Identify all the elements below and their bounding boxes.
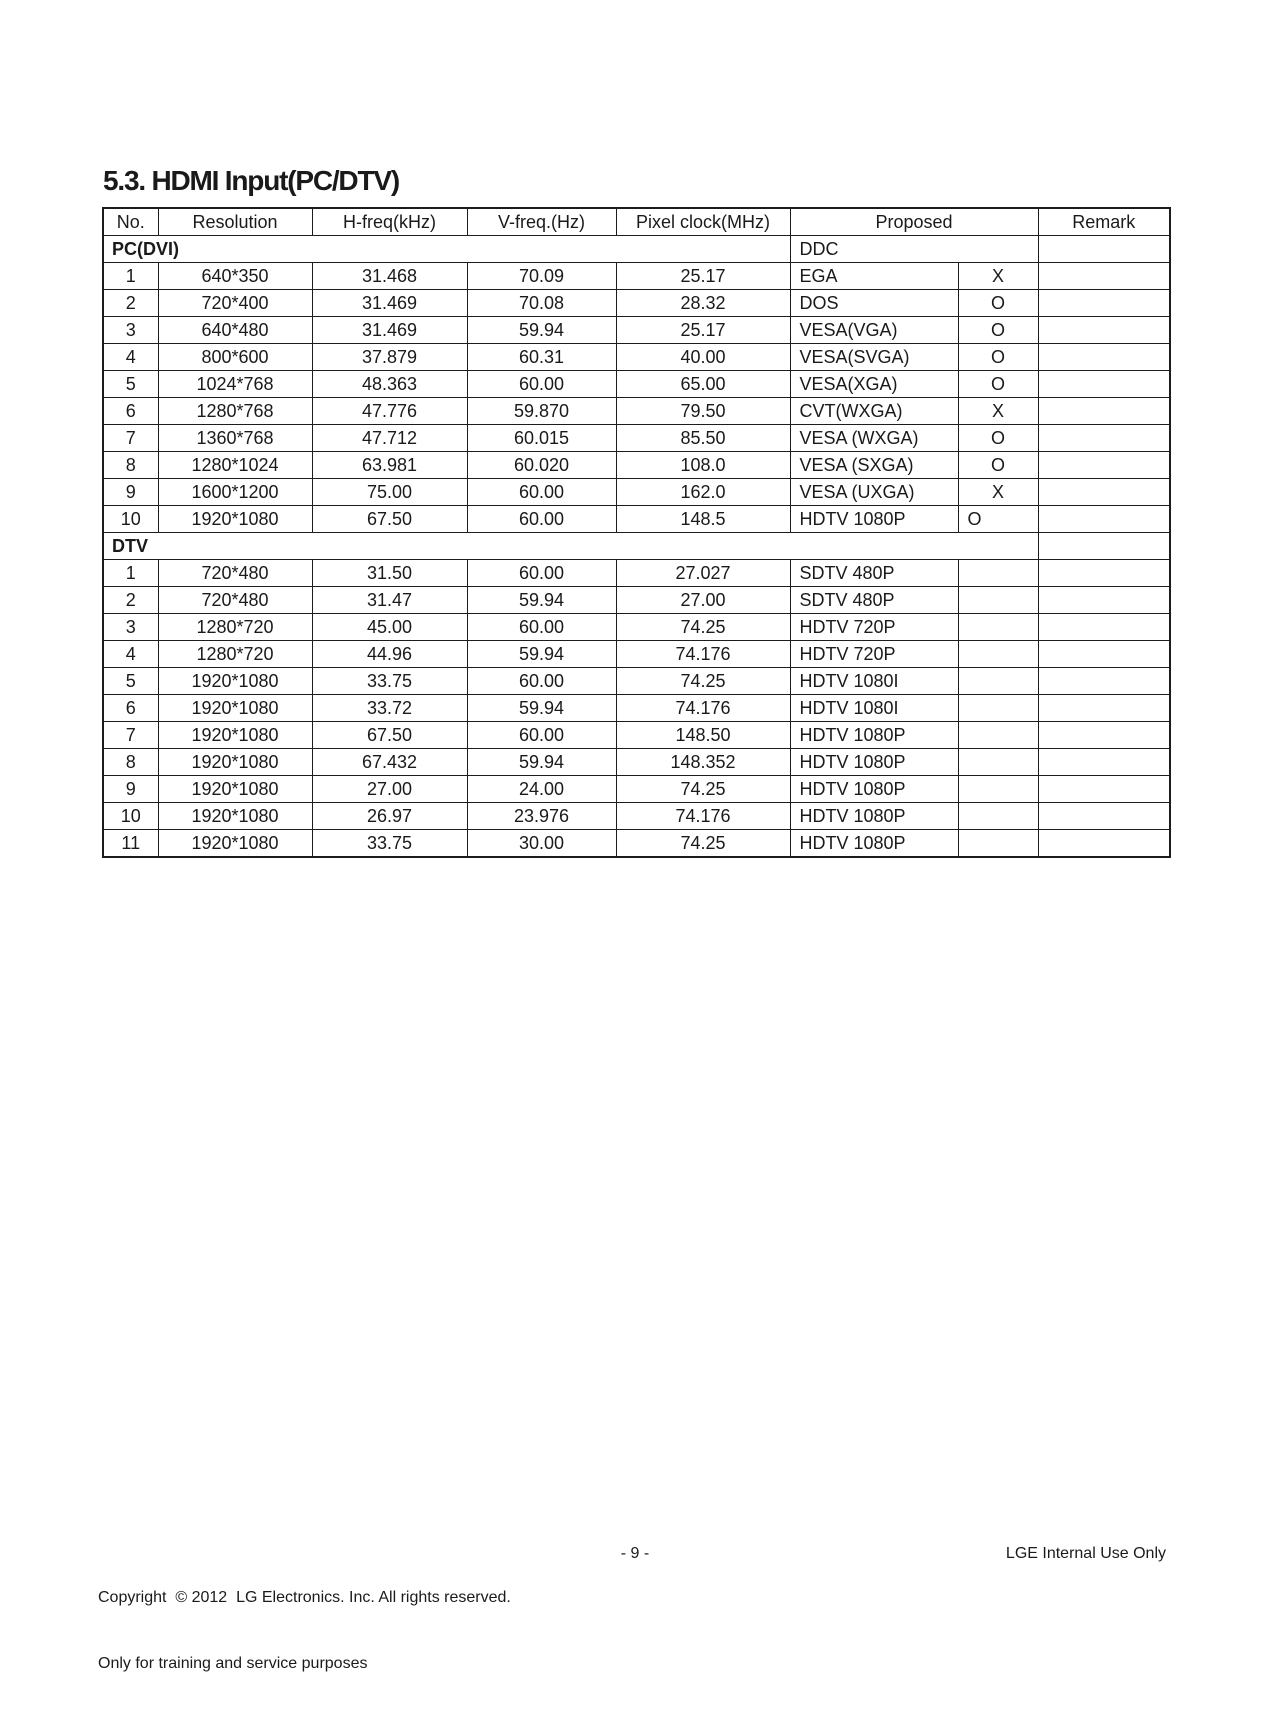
cell-proposed: VESA(SVGA) xyxy=(790,344,958,371)
cell-remark xyxy=(1038,506,1170,533)
cell-pixel-clock: 27.027 xyxy=(616,560,790,587)
cell-resolution: 1920*1080 xyxy=(158,749,312,776)
cell-proposed: HDTV 1080P xyxy=(790,830,958,858)
cell-no: 3 xyxy=(103,614,158,641)
column-header: H-freq(kHz) xyxy=(312,208,467,236)
table-row xyxy=(103,722,1170,749)
section-proposed-note: DDC xyxy=(790,236,1038,263)
cell-v-freq: 60.00 xyxy=(467,371,616,398)
column-header: V-freq.(Hz) xyxy=(467,208,616,236)
table-row xyxy=(103,776,1170,803)
cell-pixel-clock: 108.0 xyxy=(616,452,790,479)
cell-proposed: VESA (UXGA) xyxy=(790,479,958,506)
cell-pixel-clock: 74.25 xyxy=(616,776,790,803)
table-row xyxy=(103,749,1170,776)
cell-ddc: O xyxy=(958,506,1038,533)
cell-pixel-clock: 162.0 xyxy=(616,479,790,506)
table-row xyxy=(103,614,1170,641)
cell-pixel-clock: 148.5 xyxy=(616,506,790,533)
cell-resolution: 720*480 xyxy=(158,587,312,614)
cell-resolution: 1280*1024 xyxy=(158,452,312,479)
cell-pixel-clock: 25.17 xyxy=(616,263,790,290)
cell-remark xyxy=(1038,776,1170,803)
cell-no: 3 xyxy=(103,317,158,344)
cell-v-freq: 59.94 xyxy=(467,695,616,722)
cell-ddc xyxy=(958,560,1038,587)
cell-ddc xyxy=(958,587,1038,614)
cell-remark xyxy=(1038,722,1170,749)
cell-resolution: 1920*1080 xyxy=(158,830,312,858)
cell-resolution: 1920*1080 xyxy=(158,722,312,749)
cell-proposed: HDTV 1080I xyxy=(790,668,958,695)
cell-no: 10 xyxy=(103,803,158,830)
footer-page-number: - 9 - xyxy=(620,1545,650,1562)
cell-h-freq: 47.712 xyxy=(312,425,467,452)
cell-ddc xyxy=(958,695,1038,722)
cell-proposed: HDTV 1080P xyxy=(790,803,958,830)
cell-v-freq: 60.00 xyxy=(467,506,616,533)
cell-no: 7 xyxy=(103,425,158,452)
cell-remark xyxy=(1038,803,1170,830)
cell-ddc xyxy=(958,803,1038,830)
cell-proposed: HDTV 1080I xyxy=(790,695,958,722)
cell-h-freq: 47.776 xyxy=(312,398,467,425)
cell-h-freq: 67.50 xyxy=(312,722,467,749)
cell-resolution: 1920*1080 xyxy=(158,695,312,722)
cell-v-freq: 24.00 xyxy=(467,776,616,803)
section-row xyxy=(103,236,1170,263)
cell-no: 8 xyxy=(103,749,158,776)
table-row xyxy=(103,587,1170,614)
cell-pixel-clock: 27.00 xyxy=(616,587,790,614)
column-header: Pixel clock(MHz) xyxy=(616,208,790,236)
column-header: Remark xyxy=(1038,208,1170,236)
cell-pixel-clock: 79.50 xyxy=(616,398,790,425)
cell-remark xyxy=(1038,344,1170,371)
cell-v-freq: 59.94 xyxy=(467,641,616,668)
footer-copyright xyxy=(98,1543,511,1719)
cell-remark xyxy=(1038,668,1170,695)
cell-proposed: DOS xyxy=(790,290,958,317)
table-row xyxy=(103,290,1170,317)
cell-pixel-clock: 148.352 xyxy=(616,749,790,776)
cell-h-freq: 44.96 xyxy=(312,641,467,668)
cell-no: 9 xyxy=(103,776,158,803)
table-row xyxy=(103,344,1170,371)
cell-pixel-clock: 148.50 xyxy=(616,722,790,749)
cell-h-freq: 31.468 xyxy=(312,263,467,290)
cell-pixel-clock: 65.00 xyxy=(616,371,790,398)
cell-h-freq: 33.72 xyxy=(312,695,467,722)
table-row xyxy=(103,425,1170,452)
table-header xyxy=(103,208,1170,236)
cell-v-freq: 60.00 xyxy=(467,722,616,749)
cell-proposed: EGA xyxy=(790,263,958,290)
cell-no: 1 xyxy=(103,263,158,290)
cell-proposed: VESA (SXGA) xyxy=(790,452,958,479)
table-row xyxy=(103,263,1170,290)
cell-ddc: O xyxy=(958,290,1038,317)
cell-ddc: O xyxy=(958,371,1038,398)
cell-proposed: SDTV 480P xyxy=(790,560,958,587)
cell-v-freq: 30.00 xyxy=(467,830,616,858)
cell-no: 6 xyxy=(103,398,158,425)
cell-no: 10 xyxy=(103,506,158,533)
table-row xyxy=(103,668,1170,695)
cell-h-freq: 48.363 xyxy=(312,371,467,398)
cell-no: 7 xyxy=(103,722,158,749)
cell-ddc xyxy=(958,776,1038,803)
cell-h-freq: 67.50 xyxy=(312,506,467,533)
cell-remark xyxy=(1038,317,1170,344)
cell-ddc xyxy=(958,749,1038,776)
table-row xyxy=(103,506,1170,533)
cell-ddc: O xyxy=(958,344,1038,371)
cell-proposed: SDTV 480P xyxy=(790,587,958,614)
cell-v-freq: 60.015 xyxy=(467,425,616,452)
table-row xyxy=(103,479,1170,506)
cell-resolution: 640*350 xyxy=(158,263,312,290)
cell-pixel-clock: 74.176 xyxy=(616,803,790,830)
cell-remark xyxy=(1038,587,1170,614)
section-row xyxy=(103,533,1170,560)
cell-resolution: 720*400 xyxy=(158,290,312,317)
cell-proposed: HDTV 1080P xyxy=(790,722,958,749)
cell-v-freq: 60.00 xyxy=(467,560,616,587)
cell-pixel-clock: 85.50 xyxy=(616,425,790,452)
cell-ddc xyxy=(958,668,1038,695)
cell-no: 9 xyxy=(103,479,158,506)
column-header: No. xyxy=(103,208,158,236)
cell-no: 4 xyxy=(103,641,158,668)
footer-right-note: LGE Internal Use Only xyxy=(1005,1545,1166,1562)
cell-h-freq: 26.97 xyxy=(312,803,467,830)
cell-proposed: HDTV 1080P xyxy=(790,506,958,533)
table-row xyxy=(103,830,1170,858)
table-row xyxy=(103,452,1170,479)
cell-remark xyxy=(1038,371,1170,398)
cell-remark xyxy=(1038,425,1170,452)
table-row xyxy=(103,641,1170,668)
cell-resolution: 1920*1080 xyxy=(158,776,312,803)
cell-proposed: HDTV 1080P xyxy=(790,749,958,776)
cell-ddc xyxy=(958,614,1038,641)
cell-pixel-clock: 74.25 xyxy=(616,830,790,858)
section-label: DTV xyxy=(103,533,1038,560)
cell-proposed: HDTV 720P xyxy=(790,641,958,668)
cell-remark xyxy=(1038,263,1170,290)
cell-remark xyxy=(1038,398,1170,425)
cell-h-freq: 31.469 xyxy=(312,317,467,344)
cell-resolution: 800*600 xyxy=(158,344,312,371)
cell-remark xyxy=(1038,560,1170,587)
table-row xyxy=(103,695,1170,722)
cell-no: 6 xyxy=(103,695,158,722)
cell-pixel-clock: 74.176 xyxy=(616,641,790,668)
cell-resolution: 1280*720 xyxy=(158,614,312,641)
cell-h-freq: 37.879 xyxy=(312,344,467,371)
cell-h-freq: 33.75 xyxy=(312,830,467,858)
cell-h-freq: 31.469 xyxy=(312,290,467,317)
cell-no: 5 xyxy=(103,668,158,695)
cell-proposed: VESA(XGA) xyxy=(790,371,958,398)
cell-pixel-clock: 28.32 xyxy=(616,290,790,317)
section-label: PC(DVI) xyxy=(103,236,790,263)
cell-resolution: 720*480 xyxy=(158,560,312,587)
cell-resolution: 1920*1080 xyxy=(158,506,312,533)
cell-no: 1 xyxy=(103,560,158,587)
header-row xyxy=(103,208,1170,236)
cell-h-freq: 45.00 xyxy=(312,614,467,641)
cell-pixel-clock: 25.17 xyxy=(616,317,790,344)
footer-copyright-line1: Copyright © 2012 LG Electronics. Inc. All rights reserved. xyxy=(98,1589,511,1606)
cell-no: 2 xyxy=(103,587,158,614)
cell-resolution: 1280*720 xyxy=(158,641,312,668)
cell-pixel-clock: 74.25 xyxy=(616,614,790,641)
table-row xyxy=(103,398,1170,425)
column-header: Resolution xyxy=(158,208,312,236)
cell-ddc: O xyxy=(958,317,1038,344)
table-body xyxy=(103,236,1170,858)
cell-remark xyxy=(1038,452,1170,479)
cell-resolution: 1600*1200 xyxy=(158,479,312,506)
cell-pixel-clock: 74.25 xyxy=(616,668,790,695)
cell-v-freq: 59.94 xyxy=(467,317,616,344)
cell-h-freq: 31.47 xyxy=(312,587,467,614)
cell-remark xyxy=(1038,695,1170,722)
cell-v-freq: 59.94 xyxy=(467,749,616,776)
cell-ddc: X xyxy=(958,398,1038,425)
cell-v-freq: 70.09 xyxy=(467,263,616,290)
hdmi-input-table xyxy=(102,207,1171,858)
cell-ddc xyxy=(958,641,1038,668)
cell-ddc: X xyxy=(958,479,1038,506)
cell-v-freq: 60.00 xyxy=(467,479,616,506)
cell-v-freq: 60.31 xyxy=(467,344,616,371)
cell-remark xyxy=(1038,236,1170,263)
cell-no: 5 xyxy=(103,371,158,398)
cell-h-freq: 27.00 xyxy=(312,776,467,803)
cell-no: 2 xyxy=(103,290,158,317)
cell-pixel-clock: 40.00 xyxy=(616,344,790,371)
cell-h-freq: 31.50 xyxy=(312,560,467,587)
cell-resolution: 1280*768 xyxy=(158,398,312,425)
cell-v-freq: 59.870 xyxy=(467,398,616,425)
cell-remark xyxy=(1038,641,1170,668)
cell-resolution: 1024*768 xyxy=(158,371,312,398)
cell-remark xyxy=(1038,749,1170,776)
cell-no: 4 xyxy=(103,344,158,371)
cell-remark xyxy=(1038,533,1170,560)
cell-resolution: 1920*1080 xyxy=(158,668,312,695)
cell-proposed: VESA(VGA) xyxy=(790,317,958,344)
cell-remark xyxy=(1038,290,1170,317)
cell-remark xyxy=(1038,614,1170,641)
cell-ddc xyxy=(958,830,1038,858)
cell-proposed: HDTV 720P xyxy=(790,614,958,641)
table-row xyxy=(103,803,1170,830)
cell-v-freq: 60.020 xyxy=(467,452,616,479)
cell-remark xyxy=(1038,830,1170,858)
cell-v-freq: 60.00 xyxy=(467,668,616,695)
cell-resolution: 1920*1080 xyxy=(158,803,312,830)
cell-no: 11 xyxy=(103,830,158,858)
footer-copyright-line2: Only for training and service purposes xyxy=(98,1655,368,1672)
cell-ddc: O xyxy=(958,452,1038,479)
cell-proposed: CVT(WXGA) xyxy=(790,398,958,425)
cell-ddc: O xyxy=(958,425,1038,452)
cell-no: 8 xyxy=(103,452,158,479)
cell-v-freq: 59.94 xyxy=(467,587,616,614)
cell-h-freq: 63.981 xyxy=(312,452,467,479)
cell-remark xyxy=(1038,479,1170,506)
cell-resolution: 1360*768 xyxy=(158,425,312,452)
cell-pixel-clock: 74.176 xyxy=(616,695,790,722)
table-row xyxy=(103,371,1170,398)
column-header: Proposed xyxy=(790,208,1038,236)
page-title: 5.3. HDMI Input(PC/DTV) xyxy=(103,165,399,196)
cell-proposed: VESA (WXGA) xyxy=(790,425,958,452)
cell-v-freq: 60.00 xyxy=(467,614,616,641)
cell-resolution: 640*480 xyxy=(158,317,312,344)
cell-v-freq: 70.08 xyxy=(467,290,616,317)
table-row xyxy=(103,317,1170,344)
cell-h-freq: 75.00 xyxy=(312,479,467,506)
cell-ddc: X xyxy=(958,263,1038,290)
cell-v-freq: 23.976 xyxy=(467,803,616,830)
cell-ddc xyxy=(958,722,1038,749)
cell-h-freq: 67.432 xyxy=(312,749,467,776)
cell-proposed: HDTV 1080P xyxy=(790,776,958,803)
table-row xyxy=(103,560,1170,587)
cell-h-freq: 33.75 xyxy=(312,668,467,695)
